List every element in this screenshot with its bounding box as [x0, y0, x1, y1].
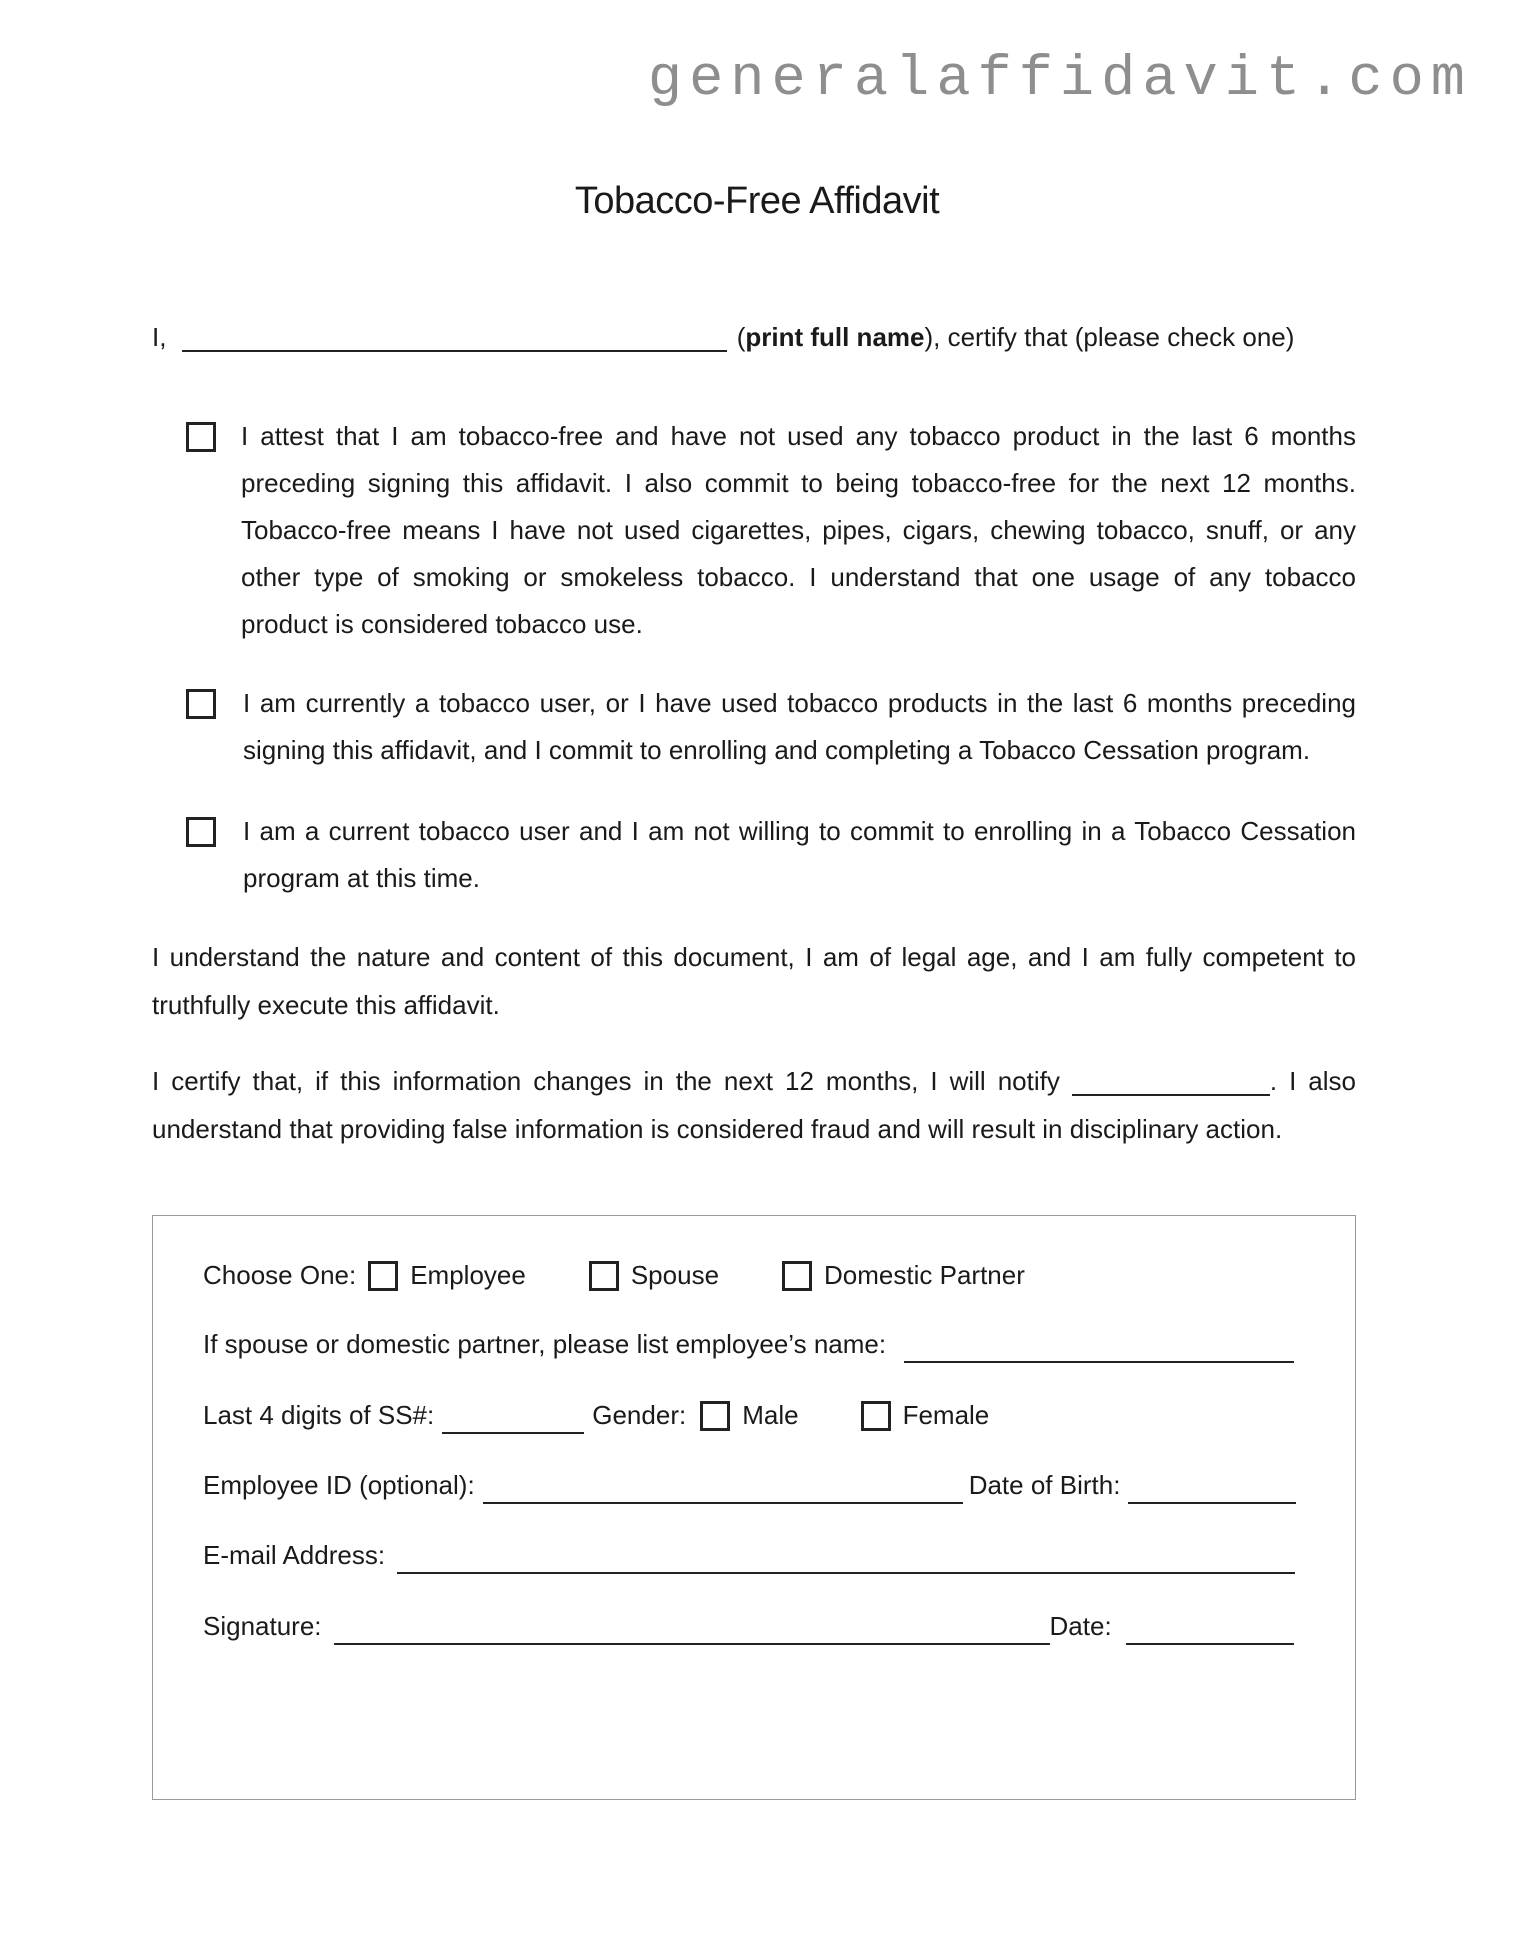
option-current-user-no-cessation: [186, 808, 1356, 902]
female-checkbox[interactable]: [861, 1401, 891, 1431]
notify-field[interactable]: [1072, 1066, 1270, 1096]
ssn-label: Last 4 digits of SS#:: [203, 1400, 435, 1430]
date-field[interactable]: [1126, 1615, 1294, 1645]
female-option-label: Female: [902, 1400, 990, 1430]
option-tobacco-free-text: I attest that I am tobacco-free and have not used any tobacco product in the last 6 months preceding signing this affidavit. I also commit to being tobacco-free for the next 12 months. Tobacco-free means I have not used cigarettes, pipes, cigars, chewing tobacco, snuff, or any other type of smoking or smokeless tobacco. I understand that one usage of any tobacco product is considered tobacco use.: [241, 421, 1356, 639]
employee-checkbox[interactable]: [368, 1261, 398, 1291]
male-option-label: Male: [742, 1400, 799, 1430]
employee-name-label: If spouse or domestic partner, please list employee’s name:: [203, 1329, 887, 1359]
option-current-user-cessation: [186, 680, 1356, 774]
email-label: E-mail Address:: [203, 1540, 386, 1570]
intro-suffix: ), certify that (please check one): [924, 322, 1295, 352]
print-name-label: print full name: [745, 322, 925, 352]
employee-info-form: [152, 1215, 1356, 1800]
signature-label: Signature:: [203, 1611, 322, 1641]
employee-id-dob-row: [203, 1470, 1296, 1501]
option-current-user-no-cessation-text: I am a current tobacco user and I am not willing to commit to enrolling in a Tobacco Cessation program at this time.: [243, 816, 1356, 893]
dob-field[interactable]: [1128, 1474, 1296, 1504]
employee-id-label: Employee ID (optional):: [203, 1470, 475, 1500]
signature-field[interactable]: [334, 1615, 1050, 1645]
employee-id-field[interactable]: [483, 1474, 963, 1504]
option-current-user-cessation-checkbox[interactable]: [186, 689, 216, 719]
domestic-partner-option-label: Domestic Partner: [824, 1260, 1025, 1290]
date-label: Date:: [1049, 1611, 1112, 1641]
certify-text-after: . I also understand that providing false information is considered fraud and will result in disciplinary action.: [152, 1066, 1356, 1144]
choose-one-label: Choose One:: [203, 1260, 357, 1290]
email-field[interactable]: [397, 1544, 1295, 1574]
male-checkbox[interactable]: [700, 1401, 730, 1431]
option-current-user-cessation-text: I am currently a tobacco user, or I have used tobacco products in the last 6 months preceding signing this affidavit, and I commit to enrolling and completing a Tobacco Cessation program.: [243, 688, 1356, 765]
intro-open-paren: (: [736, 322, 746, 352]
employee-name-field[interactable]: [904, 1333, 1294, 1363]
option-tobacco-free-checkbox[interactable]: [186, 422, 216, 452]
ssn-gender-row: [203, 1400, 989, 1431]
full-name-field[interactable]: [182, 322, 727, 352]
intro-line: [152, 322, 1294, 353]
document-title: Tobacco-Free Affidavit: [574, 180, 940, 222]
dob-label: Date of Birth:: [968, 1470, 1121, 1500]
intro-prefix: I,: [152, 322, 167, 352]
domestic-partner-checkbox[interactable]: [782, 1261, 812, 1291]
spouse-checkbox[interactable]: [589, 1261, 619, 1291]
employee-name-row: [203, 1329, 1294, 1360]
employee-option-label: Employee: [410, 1260, 526, 1290]
ssn-field[interactable]: [442, 1404, 584, 1434]
signature-row: [203, 1611, 1294, 1642]
gender-label: Gender:: [592, 1400, 687, 1430]
spouse-option-label: Spouse: [630, 1260, 720, 1290]
certify-paragraph: [152, 1057, 1356, 1153]
option-current-user-no-cessation-checkbox[interactable]: [186, 817, 216, 847]
watermark: generalaffidavit.com: [647, 48, 1472, 112]
option-tobacco-free: [186, 413, 1356, 648]
email-row: [203, 1540, 1295, 1571]
choose-one-row: [203, 1260, 1025, 1291]
understand-paragraph: I understand the nature and content of this document, I am of legal age, and I am fully competent to truthfully execute this affidavit.: [152, 942, 1356, 1020]
certify-text-before: I certify that, if this information changes in the next 12 months, I will notify: [152, 1066, 1060, 1096]
